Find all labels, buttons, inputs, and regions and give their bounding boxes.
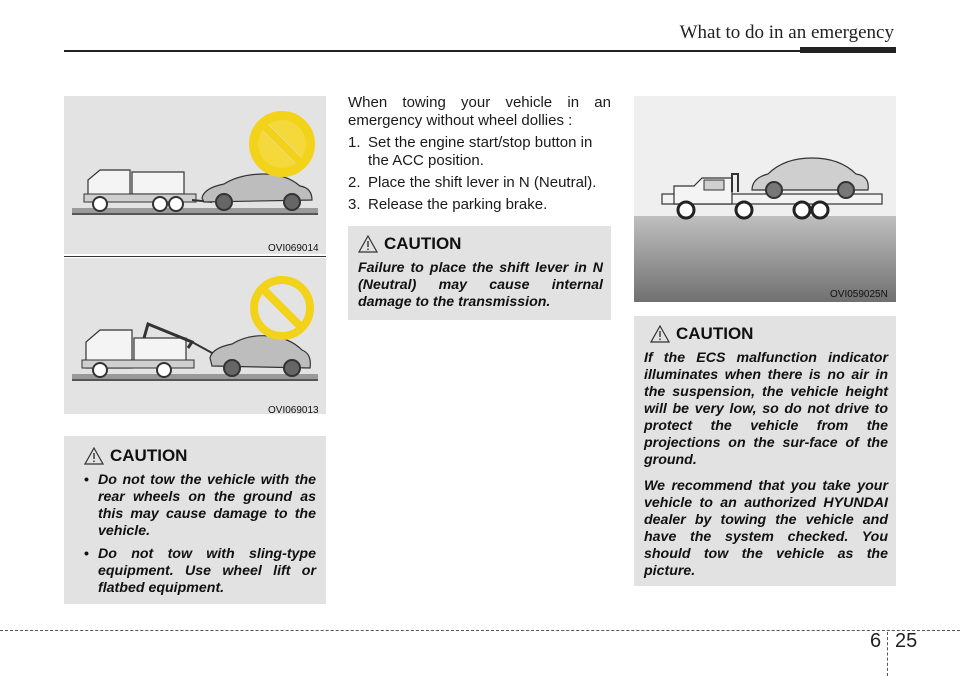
figure-code: OVI069013 <box>268 405 319 416</box>
footer-rule <box>0 630 960 631</box>
figure-tow-truck-sling <box>64 258 326 414</box>
caution-heading: CAUTION <box>84 446 316 466</box>
warning-triangle-icon <box>358 235 378 253</box>
step-item: 1. Set the engine start/stop button in the ACC position. <box>348 134 593 169</box>
caution-heading: CAUTION <box>650 324 888 344</box>
towing-instructions <box>348 94 611 214</box>
caution-box-middle <box>348 226 611 320</box>
caution-text: Failure to place the shift lever in N (Neutral) may cause internal damage to the transmission. <box>358 260 603 310</box>
chapter-number: 6 <box>870 630 882 652</box>
tow-illustration-2 <box>64 258 326 414</box>
caution-bullet: • Do not tow the vehicle with the rear wheels on the ground as this may cause damage to the vehicle. <box>76 472 316 540</box>
header-rule <box>64 50 896 52</box>
step-item: 2. Place the shift lever in N (Neutral). <box>348 174 597 191</box>
caution-text: We recommend that you take your vehicle to an authorized HYUNDAI dealer by towing the vehicle and have the system checked. You should tow the vehicle as the picture. <box>644 478 888 579</box>
footer-separator <box>887 632 888 676</box>
page-number: 25 <box>895 630 918 652</box>
figure-code: OVI059025N <box>830 289 888 300</box>
figure-flatbed-tow <box>634 96 896 302</box>
caution-text: If the ECS malfunction indicator illuminates when there is no air in the suspension, the vehicle height will be very low, so do not drive to protect the vehicle from the projections on the sur-face of the ground. <box>644 350 888 468</box>
tow-illustration-3 <box>634 96 896 302</box>
caution-bullet: • Do not tow with sling-type equipment. Use wheel lift or flatbed equipment. <box>76 546 316 597</box>
intro-paragraph: When towing your vehicle in an emergency without wheel dollies : <box>348 94 611 129</box>
figure-code: OVI069014 <box>268 243 319 254</box>
prohibited-sign-icon <box>254 280 310 336</box>
caution-box-left <box>64 436 326 604</box>
warning-triangle-icon <box>650 325 670 343</box>
figure-divider <box>64 256 326 257</box>
header-tab-bar <box>800 47 896 53</box>
warning-triangle-icon <box>84 447 104 465</box>
step-item: 3. Release the parking brake. <box>348 196 548 213</box>
caution-heading: CAUTION <box>358 234 603 254</box>
prohibited-sign-icon <box>250 112 314 176</box>
caution-box-right <box>634 316 896 586</box>
section-title: What to do in an emergency <box>679 22 894 43</box>
tow-illustration-1 <box>64 96 326 254</box>
figure-tow-truck-rear-wheels <box>64 96 326 254</box>
